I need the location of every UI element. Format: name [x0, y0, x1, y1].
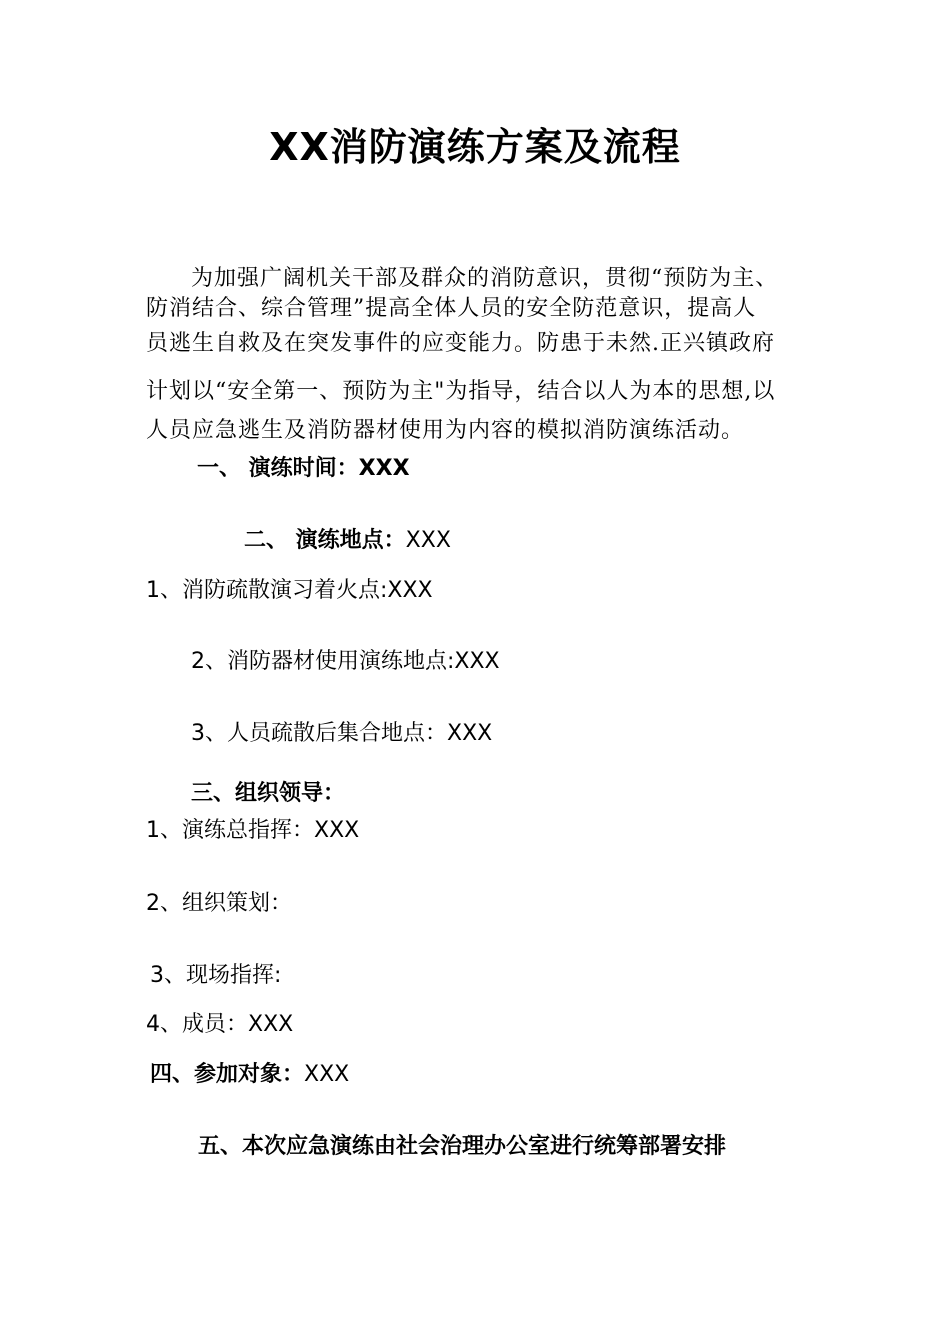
intro-line-2: 防消结合、综合管理”提高全体人员的安全防范意识，提高人 [146, 296, 757, 321]
section-3-item-2: 2、组织策划： [146, 891, 292, 916]
section-2-label: 二、 演练地点： [244, 528, 406, 553]
section-5-heading: 五、本次应急演练由社会治理办公室进行统筹部署安排 [198, 1134, 727, 1159]
intro-line-4: 计划以“安全第一、预防为主"为指导，结合以人为本的思想,以 [146, 379, 776, 404]
section-4-value: XXX [304, 1062, 350, 1087]
section-2-item-2: 2、消防器材使用演练地点:XXX [191, 649, 500, 674]
section-3-item-4: 4、成员：XXX [146, 1012, 294, 1037]
section-2-value: XXX [405, 528, 451, 553]
section-3-item-3: 3、现场指挥: [150, 963, 282, 988]
document-title: XX消防演练方案及流程 [269, 125, 681, 169]
section-3-heading: 三、组织领导： [191, 781, 346, 806]
section-4-heading [150, 1064, 349, 1086]
section-3-item-1: 1、演练总指挥：XXX [146, 818, 360, 843]
intro-line-1: 为加强广阔机关干部及群众的消防意识，贯彻“预防为主、 [191, 266, 779, 291]
intro-line-5: 人员应急逃生及消防器材使用为内容的模拟消防演练活动。 [146, 418, 745, 443]
section-4-label: 四、参加对象： [150, 1062, 305, 1087]
section-1-heading: 一、 演练时间：XXX [197, 456, 410, 481]
section-2-item-1: 1、消防疏散演习着火点:XXX [146, 578, 433, 603]
intro-line-3: 员逃生自救及在突发事件的应变能力。防患于未然.正兴镇政府 [146, 331, 775, 356]
section-2-item-3: 3、人员疏散后集合地点：XXX [191, 721, 493, 746]
section-2-heading [244, 530, 451, 552]
